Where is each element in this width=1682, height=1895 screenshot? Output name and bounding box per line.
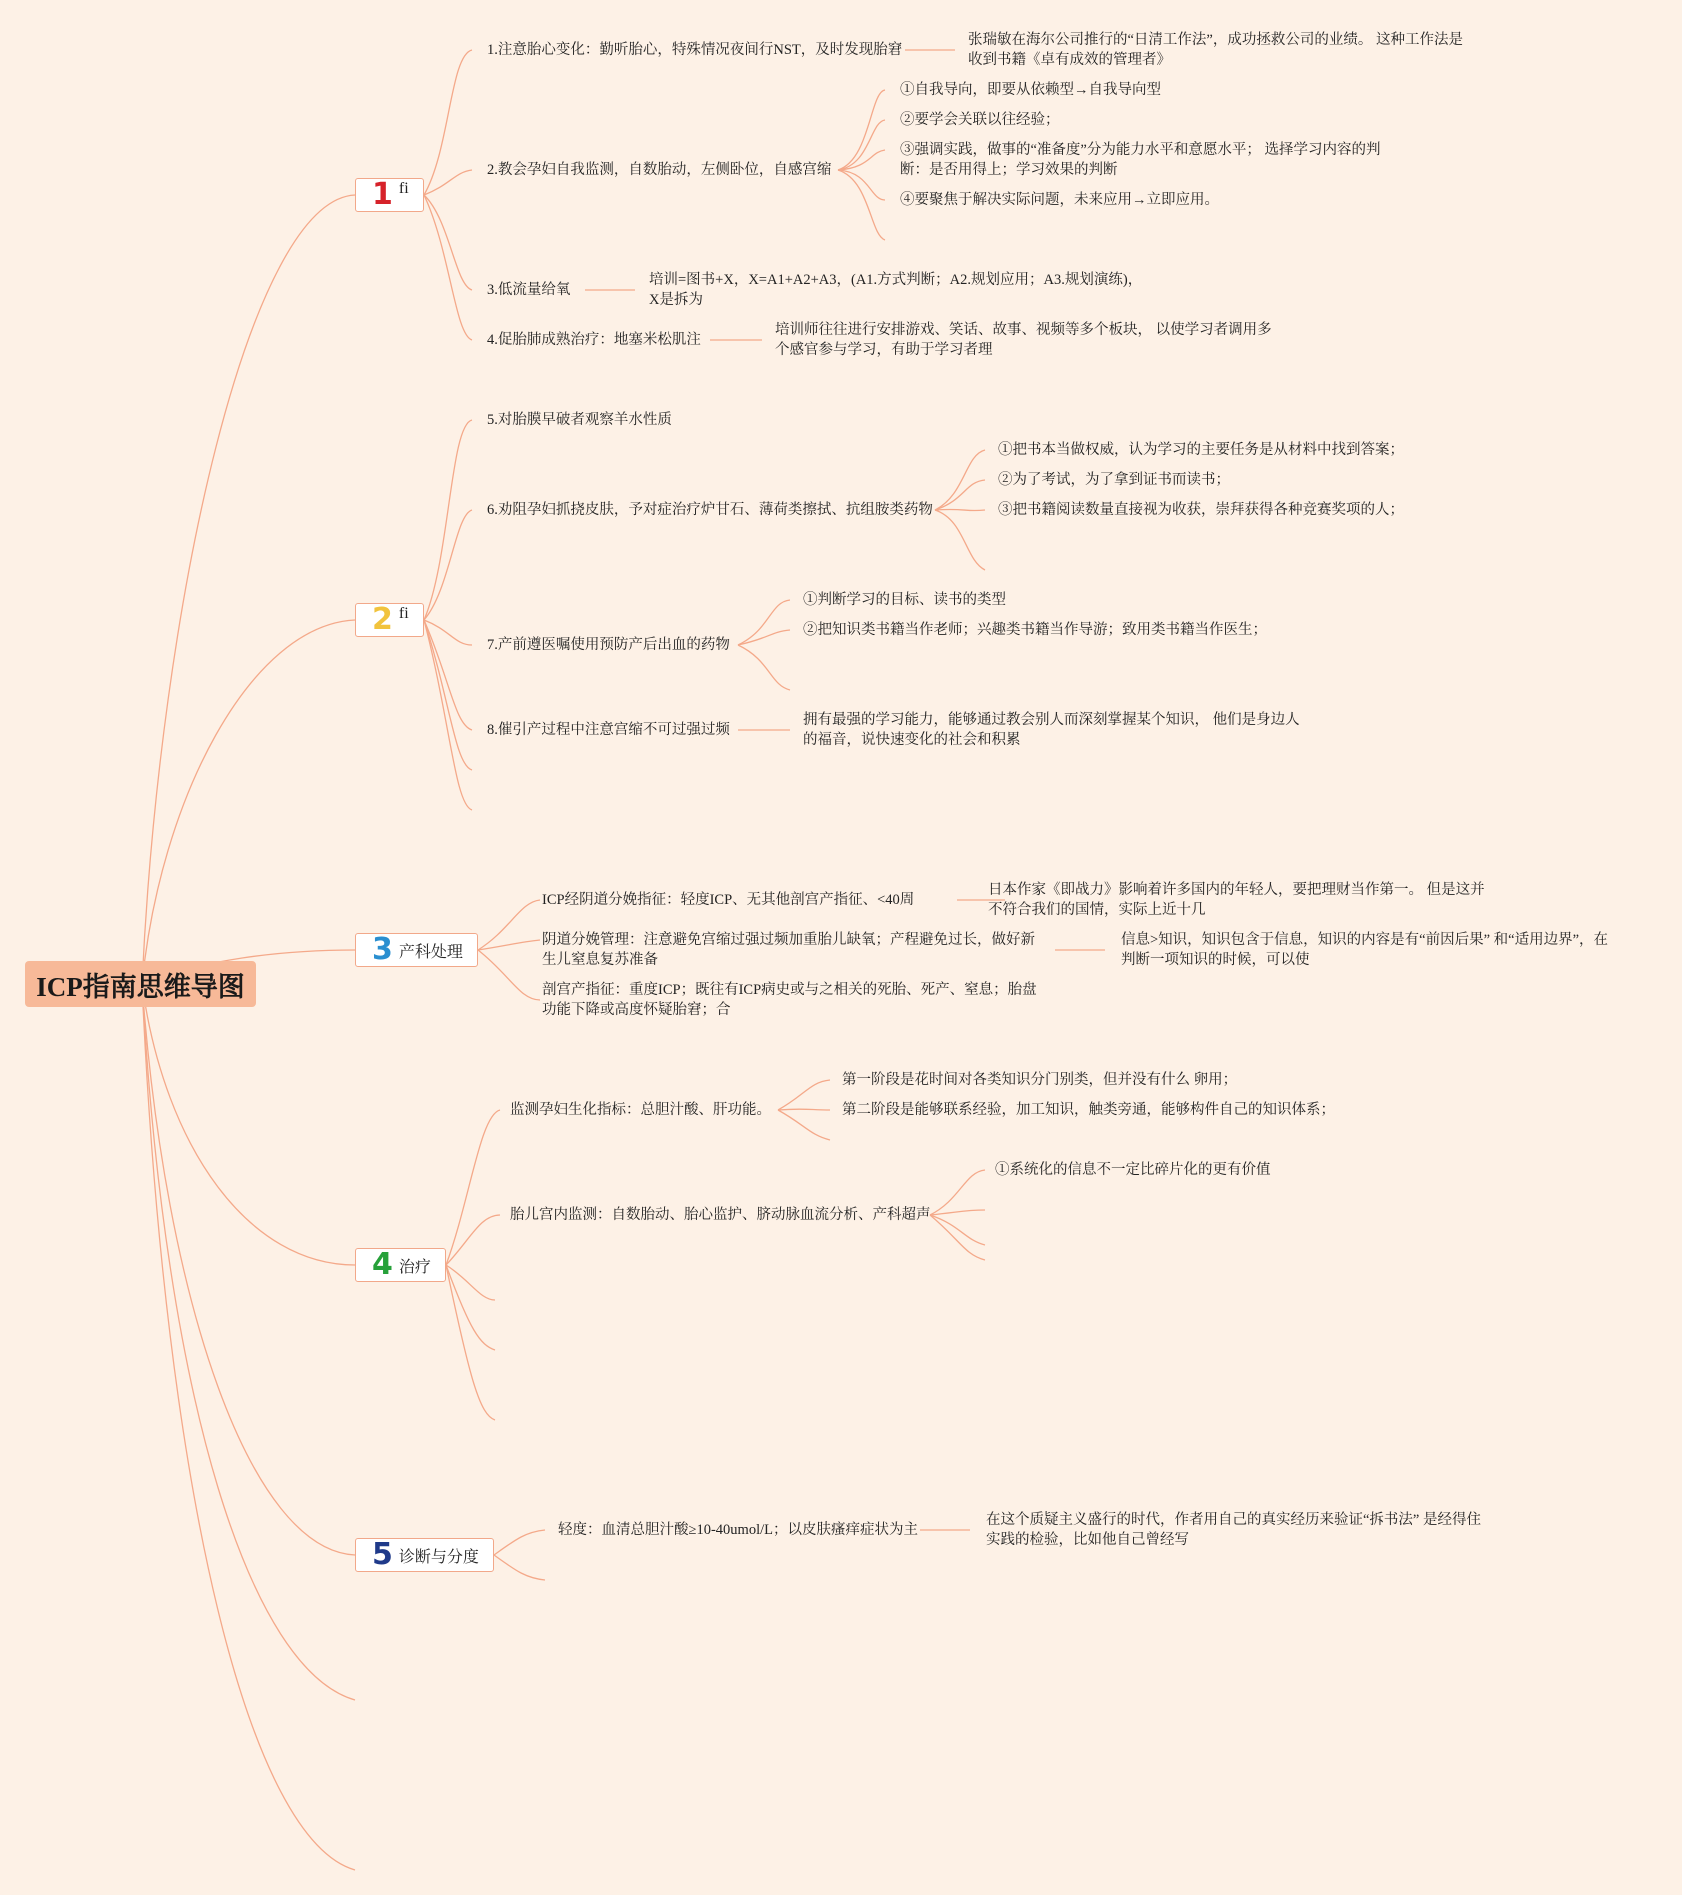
root-title: ICP指南思维导图 [36, 971, 245, 1002]
topic-note: 第二阶段是能够联系经验，加工知识，触类旁通，能够构件自己的知识体系； [842, 1102, 1335, 1118]
topic-item[interactable]: 7.产前遵医嘱使用预防产后出血的药物 [487, 637, 730, 653]
topic-note: ①把书本当做权威，认为学习的主要任务是从材料中找到答案； [998, 442, 1404, 458]
branch-node-1[interactable] [355, 178, 424, 212]
topic-note: 张瑞敏在海尔公司推行的“日清工作法”，成功拯救公司的业绩。 这种工作法是收到书籍《卓有成效的管理者》 [968, 32, 1463, 68]
topic-item[interactable]: 1.注意胎心变化：勤听胎心，特殊情况夜间行NST，及时发现胎窘 [487, 42, 903, 58]
topic-note: ①判断学习的目标、读书的类型 [803, 592, 1006, 608]
branch-title: fi [398, 605, 409, 622]
root-node[interactable] [25, 961, 256, 1007]
branch-number: 3 [372, 932, 393, 967]
topic-item[interactable]: 胎儿宫内监测：自数胎动、胎心监护、脐动脉血流分析、产科超声 [510, 1207, 931, 1223]
branch-title: 诊断与分度 [398, 1546, 479, 1566]
topic-note: ①自我导向，即要从依赖型→自我导向型 [900, 82, 1161, 98]
topic-note: 第一阶段是花时间对各类知识分门别类，但并没有什么 卵用； [842, 1072, 1238, 1088]
topic-note: 拥有最强的学习能力，能够通过教会别人而深刻掌握某个知识， 他们是身边人的福音，说快速变化的社会和积累 [803, 712, 1300, 748]
topic-note: ①系统化的信息不一定比碎片化的更有价值 [995, 1162, 1271, 1178]
topic-item[interactable]: ICP经阴道分娩指征：轻度ICP、无其他剖宫产指征、<40周 [542, 892, 915, 908]
branch-node-2[interactable] [355, 603, 424, 637]
topic-note: ③强调实践，做事的“准备度”分为能力水平和意愿水平； 选择学习内容的判断：是否用得上；学习效果的判断 [900, 142, 1381, 178]
topic-item[interactable]: 6.劝阻孕妇抓挠皮肤，予对症治疗炉甘石、薄荷类擦拭、抗组胺类药物 [487, 502, 933, 518]
branch-node-4[interactable] [355, 1248, 446, 1282]
branch-number: 1 [372, 177, 393, 212]
topic-item[interactable]: 轻度：血清总胆汁酸≥10-40umol/L；以皮肤瘙痒症状为主 [558, 1522, 918, 1538]
topic-item[interactable]: 3.低流量给氧 [487, 282, 571, 298]
topic-note: 日本作家《即战力》影响着许多国内的年轻人，要把理财当作第一。 但是这并不符合我们的国情，实际上近十几 [988, 882, 1485, 918]
branch-node-5[interactable] [355, 1538, 494, 1572]
topic-item[interactable]: 8.催引产过程中注意宫缩不可过强过频 [487, 722, 730, 738]
topic-note: ②把知识类书籍当作老师；兴趣类书籍当作导游；致用类书籍当作医生； [803, 622, 1267, 638]
topic-note: 培训师往往进行安排游戏、笑话、故事、视频等多个板块， 以使学习者调用多个感官参与学习，有助于学习者理 [775, 322, 1272, 358]
topic-item[interactable]: 4.促胎肺成熟治疗：地塞米松肌注 [487, 332, 701, 348]
topic-item[interactable]: 5.对胎膜早破者观察羊水性质 [487, 412, 672, 428]
topic-note: 培训=图书+X，X=A1+A2+A3，(A1.方式判断；A2.规划应用；A3.规划演练)， X是拆为 [649, 272, 1143, 308]
topic-note: ②要学会关联以往经验； [900, 112, 1060, 128]
branch-number: 4 [372, 1247, 393, 1282]
topic-note: ④要聚焦于解决实际问题，未来应用→立即应用。 [900, 192, 1219, 208]
topic-note: 信息>知识，知识包含于信息，知识的内容是有“前因后果” 和“适用边界”，在判断一项知识的时候，可以使 [1121, 932, 1609, 968]
branch-title: 产科处理 [398, 941, 463, 961]
topic-note: ③把书籍阅读数量直接视为收获，崇拜获得各种竞赛奖项的人； [998, 502, 1404, 518]
branch-title: fi [398, 180, 409, 197]
topic-item[interactable]: 剖宫产指征：重度ICP；既往有ICP病史或与之相关的死胎、死产、窒息；胎盘功能下降或高度怀疑胎窘；合 [542, 982, 1037, 1018]
branch-title: 治疗 [398, 1256, 431, 1276]
topic-item[interactable]: 阴道分娩管理：注意避免宫缩过强过频加重胎儿缺氧；产程避免过长，做好新生儿窒息复苏准备 [542, 932, 1035, 968]
branch-number: 5 [372, 1537, 393, 1572]
topic-item[interactable]: 2.教会孕妇自我监测，自数胎动，左侧卧位，自感宫缩 [487, 162, 832, 178]
topic-note: ②为了考试，为了拿到证书而读书； [998, 472, 1230, 488]
branch-number: 2 [372, 602, 393, 637]
topic-item[interactable]: 监测孕妇生化指标：总胆汁酸、肝功能。 [510, 1102, 771, 1118]
branch-node-3[interactable] [355, 933, 478, 967]
topic-note: 在这个质疑主义盛行的时代，作者用自己的真实经历来验证“拆书法” 是经得住实践的检验，比如他自己曾经写 [986, 1512, 1481, 1548]
